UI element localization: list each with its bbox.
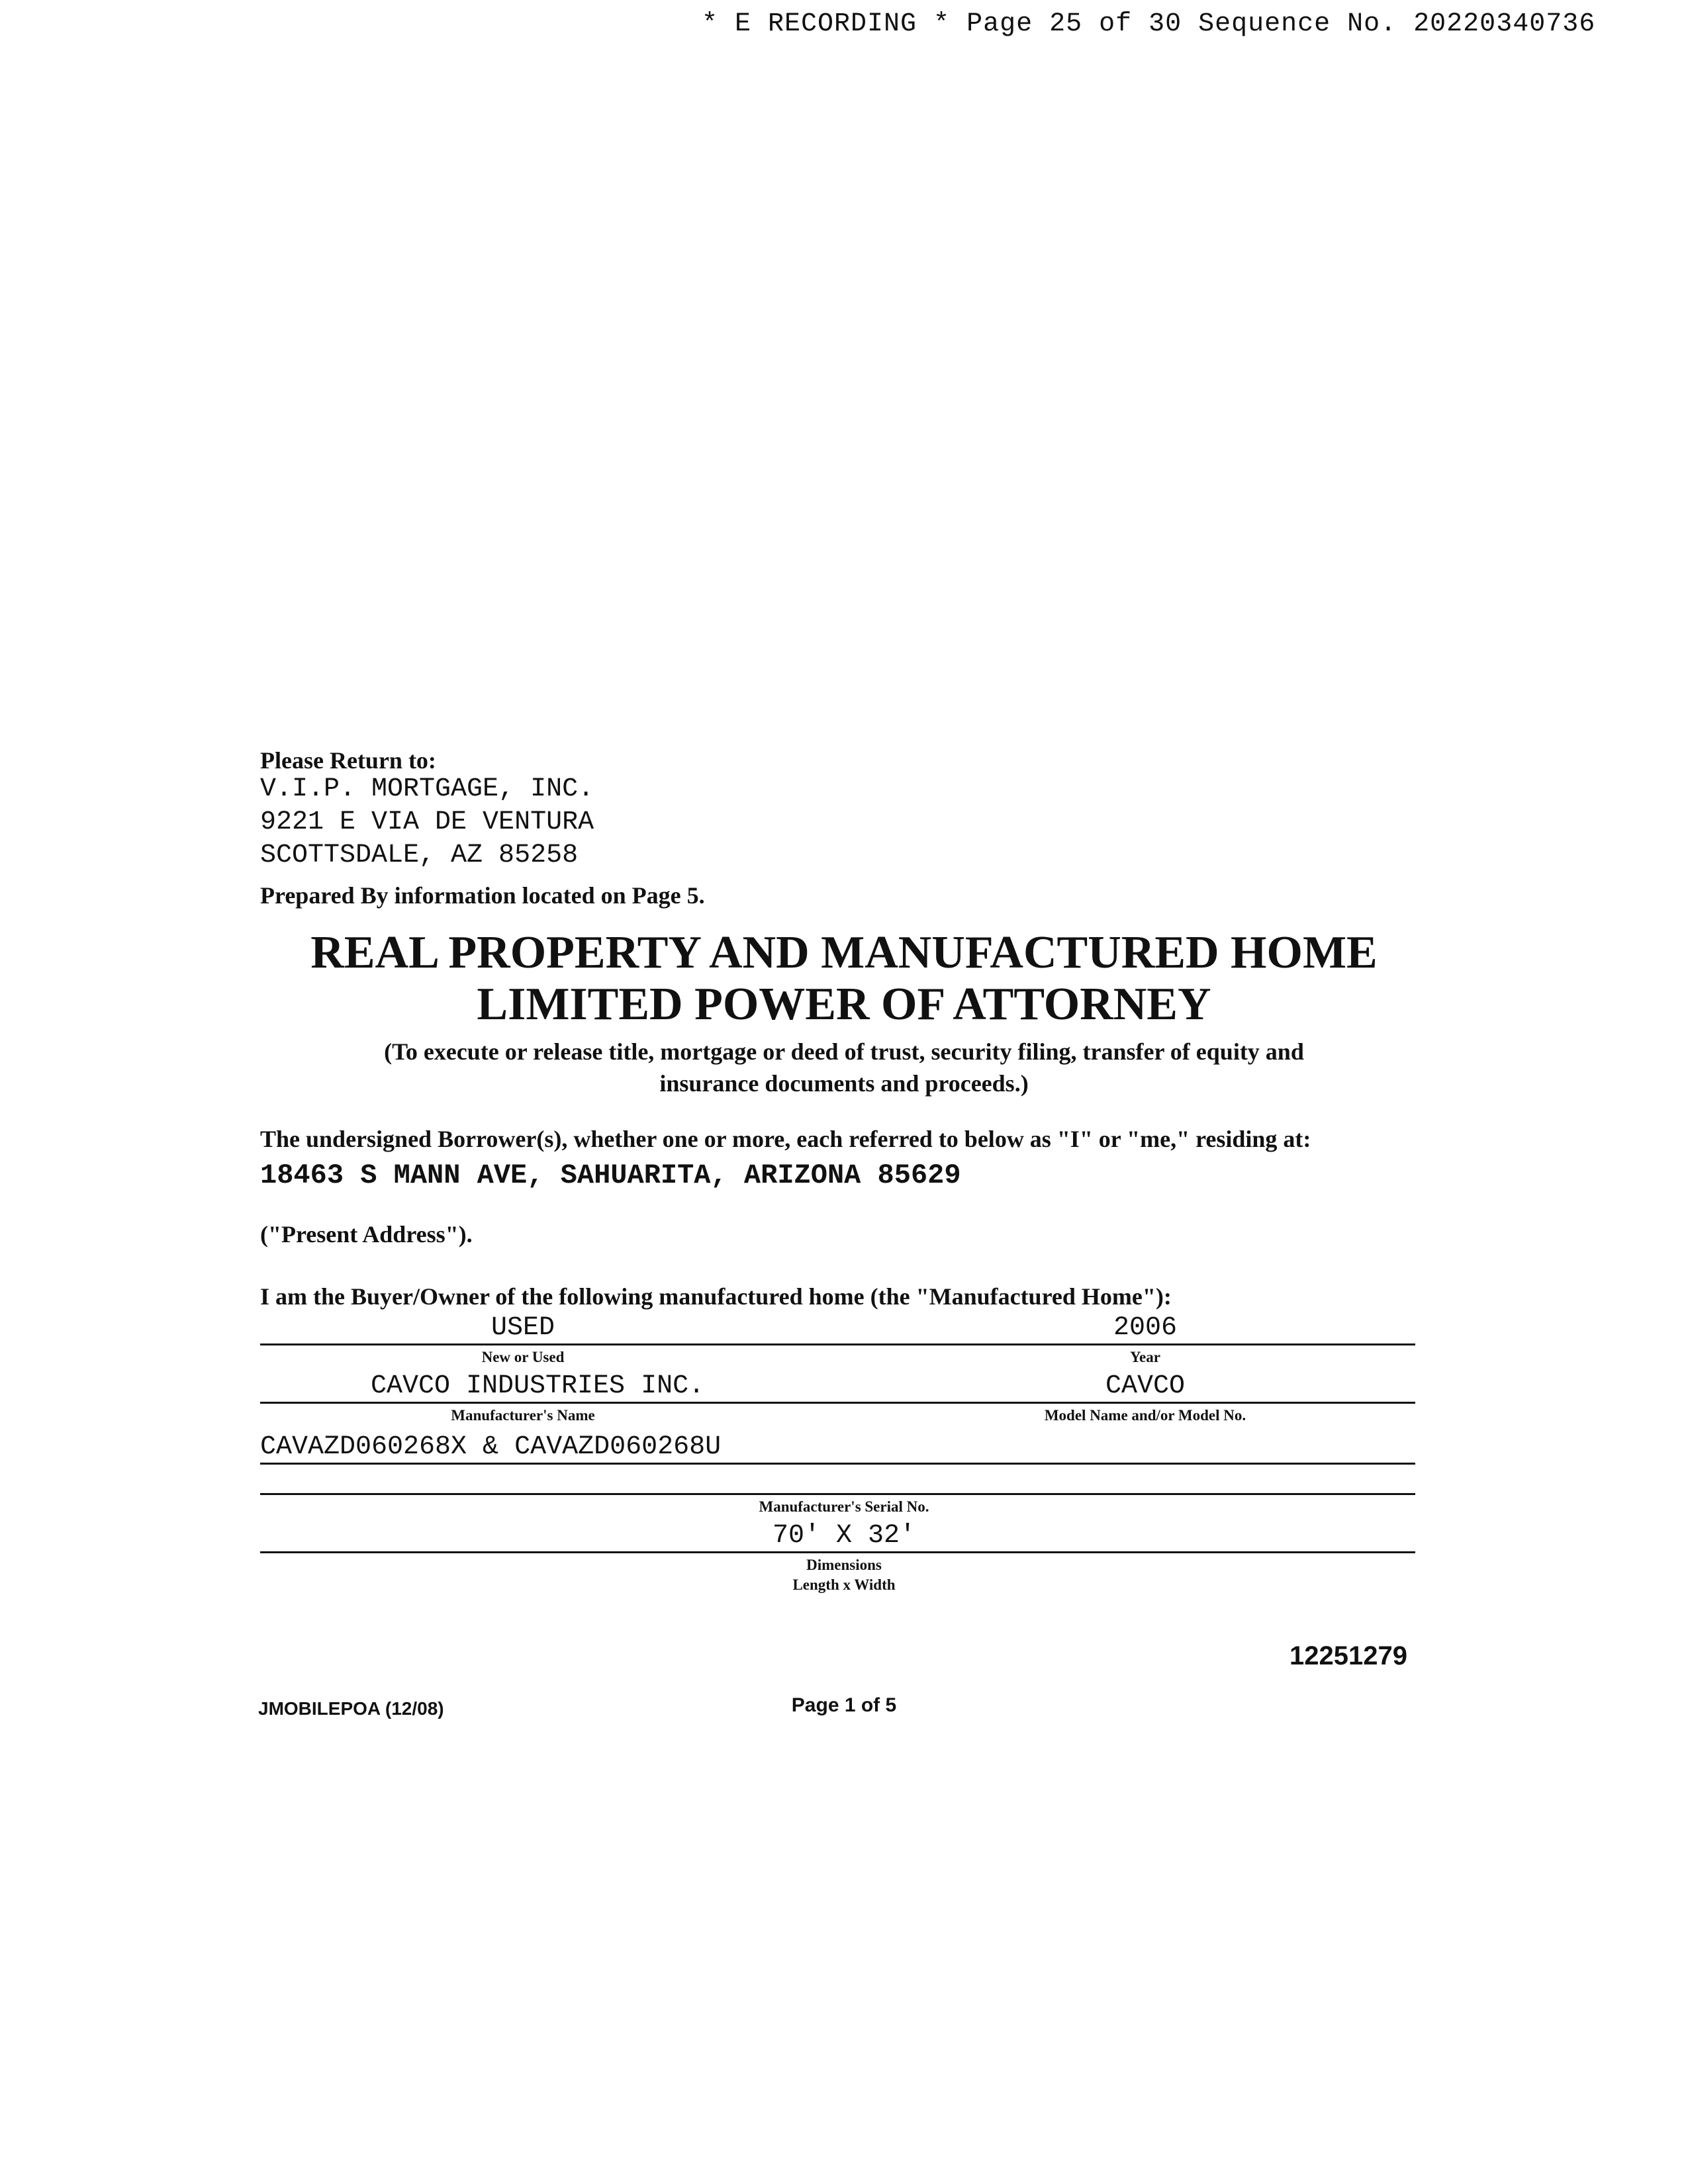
year-value: 2006 <box>1113 1313 1177 1343</box>
prepared-by-note: Prepared By information located on Page 5. <box>260 882 705 909</box>
document-title-line2: LIMITED POWER OF ATTORNEY <box>477 979 1211 1030</box>
year-caption: Year <box>1130 1349 1160 1365</box>
manufacturer-name-caption: Manufacturer's Name <box>451 1407 595 1424</box>
model-caption: Model Name and/or Model No. <box>1044 1407 1246 1424</box>
line-serial-1 <box>260 1463 1415 1465</box>
return-to-line-street: 9221 E VIA DE VENTURA <box>260 807 594 837</box>
borrower-intro: The undersigned Borrower(s), whether one or more, each referred to below as "I" or "me," residing at: <box>260 1126 1311 1152</box>
buyer-owner-intro: I am the Buyer/Owner of the following manufactured home (the "Manufactured Home"): <box>260 1283 1172 1310</box>
dimensions-subcaption: Length x Width <box>792 1576 896 1593</box>
loan-number: 12251279 <box>1289 1641 1407 1670</box>
manufacturer-name-value: CAVCO INDUSTRIES INC. <box>371 1371 705 1401</box>
model-value: CAVCO <box>1105 1371 1186 1401</box>
document-subtitle-line1: (To execute or release title, mortgage or deed of trust, security filing, transfer of equity and <box>384 1038 1304 1065</box>
page-number: Page 1 of 5 <box>791 1694 897 1716</box>
present-address-value: 18463 S MANN AVE, SAHUARITA, ARIZONA 85629 <box>260 1160 961 1191</box>
line-serial-2 <box>260 1493 1415 1495</box>
dimensions-value: 70' X 32' <box>772 1521 916 1551</box>
recording-header: * E RECORDING * Page 25 of 30 Sequence No. 20220340736 <box>702 9 1596 39</box>
serial-number-caption: Manufacturer's Serial No. <box>759 1498 929 1515</box>
new-or-used-value: USED <box>491 1313 555 1343</box>
return-to-line-city: SCOTTSDALE, AZ 85258 <box>260 841 579 870</box>
form-id: JMOBILEPOA (12/08) <box>258 1698 444 1719</box>
dimensions-caption: Dimensions <box>806 1557 882 1573</box>
return-to-label: Please Return to: <box>260 747 436 774</box>
return-to-line-name: V.I.P. MORTGAGE, INC. <box>260 774 594 804</box>
serial-number-value: CAVAZD060268X & CAVAZD060268U <box>260 1432 722 1462</box>
document-title-line1: REAL PROPERTY AND MANUFACTURED HOME <box>310 927 1378 978</box>
new-or-used-caption: New or Used <box>481 1349 565 1365</box>
line-new-used-year <box>260 1343 1415 1345</box>
line-dimensions <box>260 1551 1415 1553</box>
document-subtitle-line2: insurance documents and proceeds.) <box>659 1070 1029 1097</box>
line-manufacturer-model <box>260 1402 1415 1404</box>
present-address-label: ("Present Address"). <box>260 1221 473 1248</box>
